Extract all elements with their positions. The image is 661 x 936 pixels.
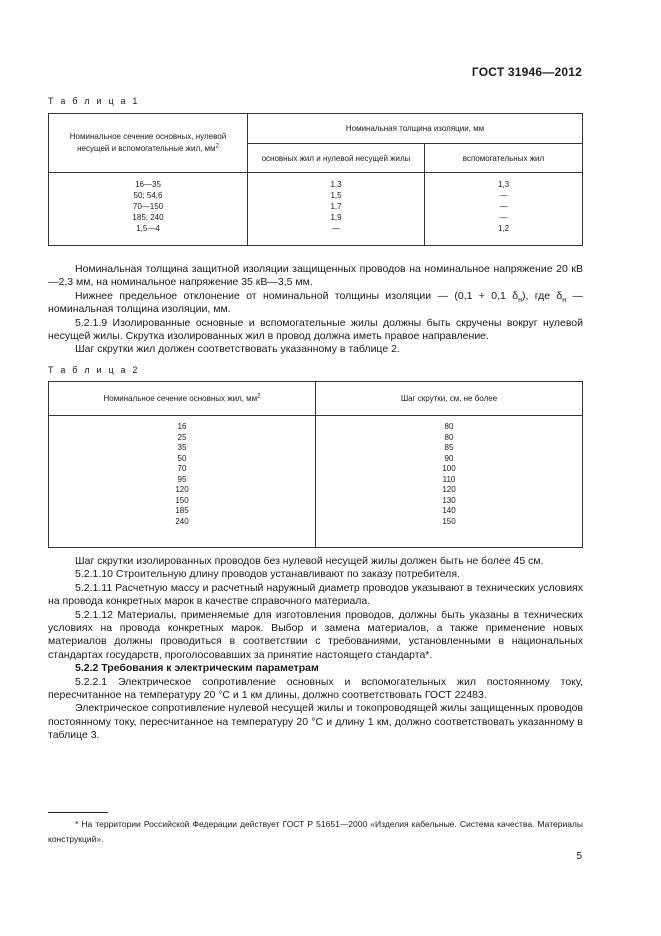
table-cell: 85 (444, 443, 454, 452)
table2-col-section (49, 416, 316, 548)
page-number: 5 (576, 851, 582, 862)
text-block-2 (48, 555, 583, 743)
table1-header-group: Номинальная толщина изоляции, мм (248, 114, 583, 144)
table-cell: 90 (444, 453, 454, 463)
table-cell: — (499, 191, 508, 200)
paragraph: Шаг скрутки изолированных проводов без нулевой несущей жилы должен быть не более 45 см. (75, 555, 544, 567)
table-cell: 1,3 (330, 180, 342, 189)
paragraph: Шаг скрутки жил должен соответствовать указанному в таблице 2. (75, 343, 400, 356)
table-cell: 50; 54,6 (133, 191, 163, 200)
table-cell: 95 (177, 474, 187, 484)
paragraph: 5.2.1.11 Расчетную массу и расчетный наружный диаметр проводов указывают в технических условиях на провода конкретных марок в качестве справочного материала. (48, 581, 583, 608)
table-cell: — (332, 224, 340, 233)
table1-header-aux: вспомогательных жил (425, 144, 583, 173)
section-heading: 5.2.2 Требования к электрическим параметрам (75, 662, 319, 675)
table-cell: 50 (177, 453, 187, 463)
table-cell: 150 (442, 516, 456, 526)
paragraph: 5.2.2.1 Электрическое сопротивление основных и вспомогательных жил постоянному току, пересчитанное на температуру 20 °С и 1 км длины, должно соответствовать ГОСТ 22483. (48, 675, 583, 702)
table1 (48, 113, 583, 246)
table-cell: 1,5 (330, 191, 342, 200)
table-cell: — (499, 213, 508, 222)
table-cell: 16 (177, 422, 187, 431)
table-cell: 70 (177, 464, 187, 473)
table-cell: 120 (442, 485, 456, 494)
table1-caption: Т а б л и ц а 1 (48, 96, 140, 106)
table-cell: 150 (175, 495, 189, 505)
table-cell: 80 (444, 432, 454, 442)
table-cell: 130 (442, 495, 456, 505)
table2-col-pitch (316, 416, 583, 548)
table-cell: 140 (442, 506, 456, 515)
table2-caption: Т а б л и ц а 2 (48, 365, 140, 375)
table1-header-main: основных жил и нулевой несущей жилы (248, 144, 425, 173)
table-cell: 120 (175, 485, 189, 494)
table2 (48, 381, 583, 548)
table-cell: 35 (177, 443, 187, 452)
table-cell: 1,2 (497, 224, 510, 233)
table1-header-section: Номинальное сечение основных, нулевой несущей и вспомогательные жил, $мм^2$ (49, 114, 248, 173)
table-cell: 185; 240 (132, 213, 164, 222)
table1-col-main (248, 173, 425, 246)
table-cell: 240 (175, 516, 189, 526)
table-cell: 1,5—4 (136, 224, 160, 233)
table2-header-pitch: Шаг скрутки, см, не более (316, 382, 583, 416)
footnote-divider (48, 812, 108, 813)
text-block-1 (48, 263, 583, 357)
paragraph: Электрическое сопротивление нулевой несущей жилы и токопроводящей жилы защищенных проводов постоянному току, пересчитанное на температуру 20 °С и длину 1 км, должно соответствовать указанному в таблице 3. (48, 702, 583, 742)
table-cell: 16—35 (135, 180, 161, 189)
document-header: ГОСТ 31946—2012 (471, 65, 582, 79)
table1-col-section (49, 173, 248, 246)
table1-col-aux (425, 173, 583, 246)
footnote: * На территории Российской Федерации действует ГОСТ Р 51651—2000 «Изделия кабельные. Система качества. Материалы конструкций». (48, 819, 583, 844)
table-cell: 70—150 (132, 202, 164, 211)
table-cell: 185 (175, 506, 189, 515)
paragraph: 5.2.1.9 Изолированные основные и вспомогательные жилы должны быть скручены вокруг нулевой несущей жилы. Скрутка изолированных жил в провод должна иметь правое направление. (48, 316, 583, 343)
table-cell: 80 (444, 422, 454, 431)
table-cell: 110 (442, 474, 456, 484)
table-cell: 1,7 (330, 202, 342, 211)
table-cell: 25 (177, 432, 187, 442)
table-cell: 100 (442, 464, 456, 473)
table-cell: 1,3 (497, 180, 510, 189)
table2-header-section: Номинальное сечение основных жил, $мм^2$ (49, 382, 316, 416)
table-cell: 1,9 (330, 213, 342, 222)
table-cell: — (499, 202, 508, 211)
paragraph: 5.2.1.10 Строительную длину проводов устанавливают по заказу потребителя. (75, 568, 460, 581)
paragraph: Номинальная толщина защитной изоляции защищенных проводов на номинальное напряжение 20 кВ—2,3 мм, на номинальное напряжение 35 кВ—3,5 мм. (48, 263, 583, 289)
paragraph: Нижнее предельное отклонение от номинальной толщины изоляции — (0,1 + 0,1 $\delta_н$), где $\delta_н$ — номинальная толщина изоляции, мм. (48, 289, 583, 316)
paragraph: 5.2.1.12 Материалы, применяемые для изготовления проводов, должны быть указаны в технических условиях на провода конкретных марок. Выбор и замена материалов, а также применение новых материалов должны проводиться в соответствии с требованиями, установленными в национальных стандартах государств, проголосовавших за принятие настоящего стандарта*. (48, 608, 583, 661)
